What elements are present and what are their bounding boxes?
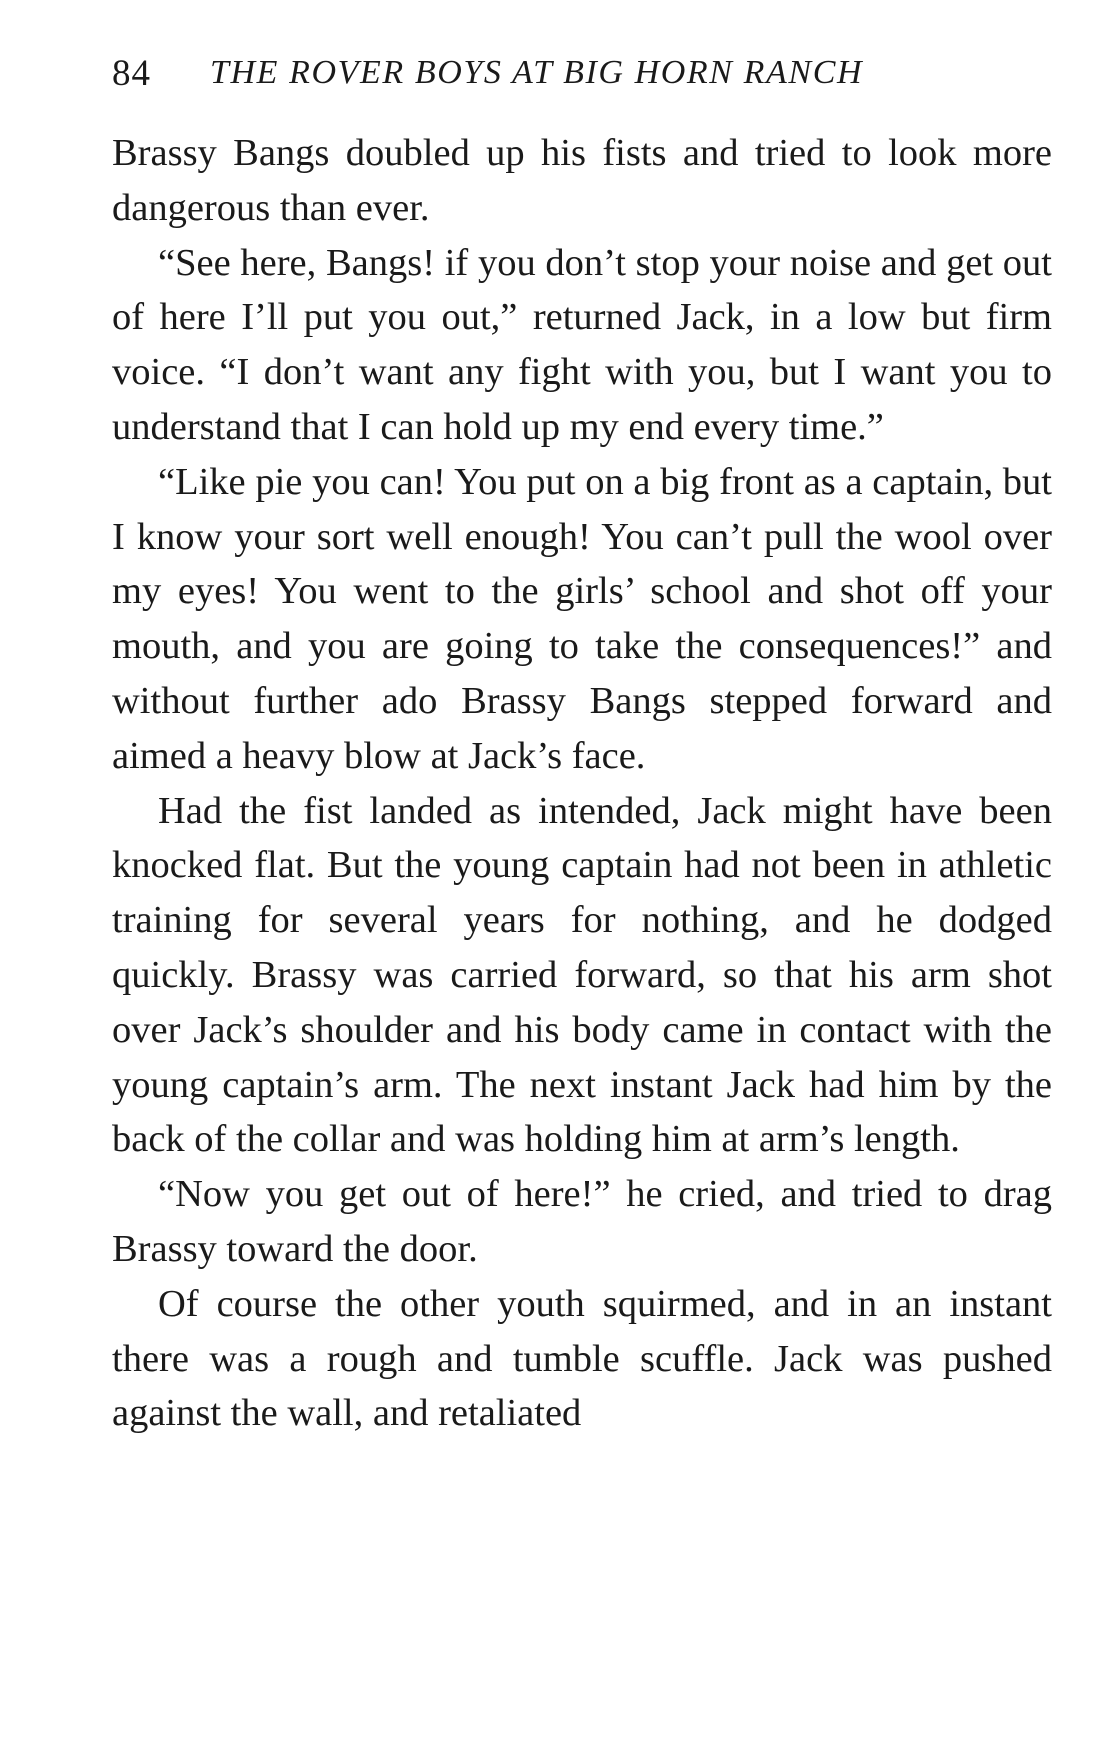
paragraph: “Now you get out of here!” he cried, and tried to drag Brassy toward the door. — [112, 1173, 1052, 1270]
running-title: THE ROVER BOYS AT BIG HORN RANCH — [210, 54, 864, 91]
paragraph: “See here, Bangs! if you don’t stop your noise and get out of here I’ll put you out,” returned Jack, in a low but firm voice. “I don’t want any fight with you, but I want you to understand that I can hold up my end every time.” — [112, 241, 1052, 448]
paragraph: Brassy Bangs doubled up his fists and tried to look more dangerous than ever. — [112, 132, 1052, 229]
paragraph: Had the fist landed as intended, Jack might have been knocked flat. But the young captain had not been in athletic training for several years for nothing, and he dodged quickly. Brassy was carried forward, so that his arm shot over Jack’s shoulder and his body came in contact with the young captain’s arm. The next instant Jack had him by the back of the collar and was holding him at arm’s length. — [112, 789, 1052, 1161]
book-page — [112, 50, 1052, 1441]
body-text — [112, 126, 1052, 1441]
paragraph: Of course the other youth squirmed, and in an instant there was a rough and tumble scuffle. Jack was pushed against the wall, and retaliated — [112, 1282, 1052, 1435]
page-number: 84 — [112, 53, 151, 94]
paragraph: “Like pie you can! You put on a big front as a captain, but I know your sort well enough! You can’t pull the wool over my eyes! You went to the girls’ school and shot off your mouth, and you are going to take the consequences!” and without further ado Brassy Bangs stepped forward and aimed a heavy blow at Jack’s face. — [112, 460, 1052, 777]
page-header — [112, 50, 1052, 110]
